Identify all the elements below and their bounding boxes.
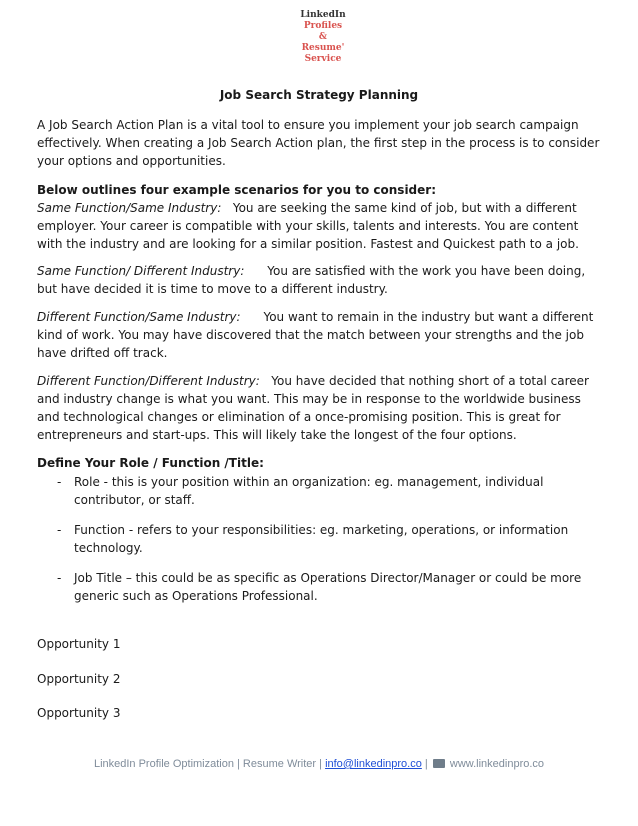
scenario-text: You are seeking the same kind of job, but with a different employer. Your career is compatible with your skills, talents and interests. You are content with the industry and are looking for a similar position. Fastest and Quickest path to a job. bbox=[37, 201, 579, 251]
scenario-paragraph bbox=[37, 308, 607, 362]
list-item bbox=[57, 521, 597, 557]
scenario-label: Different Function/Same Industry: bbox=[37, 310, 241, 324]
opportunity-line: Opportunity 2 bbox=[37, 672, 121, 686]
opportunity-line: Opportunity 3 bbox=[37, 706, 121, 720]
monitor-icon bbox=[433, 759, 445, 768]
page-title: Job Search Strategy Planning bbox=[219, 88, 419, 102]
logo-line: Profiles bbox=[303, 21, 343, 31]
scenario-paragraph bbox=[37, 262, 607, 298]
role-heading: Define Your Role / Function /Title: bbox=[37, 456, 264, 470]
logo-line: LinkedIn bbox=[300, 10, 346, 20]
website-link[interactable]: www.linkedinpro.co bbox=[449, 758, 545, 770]
list-item bbox=[57, 569, 597, 605]
footer-text: LinkedIn Profile Optimization | Resume Writer | bbox=[93, 758, 322, 770]
email-link[interactable]: info@linkedinpro.co bbox=[325, 758, 422, 770]
scenario-paragraph bbox=[37, 199, 607, 253]
bullet-dash: - bbox=[57, 475, 62, 489]
scenario-label: Same Function/Same Industry: bbox=[37, 201, 222, 215]
page-footer bbox=[0, 758, 638, 770]
scenarios-heading: Below outlines four example scenarios for you to consider: bbox=[37, 183, 436, 197]
footer-separator: | bbox=[424, 758, 428, 770]
scenario-text: You have decided that nothing short of a total career and industry change is what you want. This may be in response to the worldwide business and technological changes or elimination of a once-promising position. This is great for entrepreneurs and start-ups. This will likely take the longest of the four options. bbox=[37, 374, 589, 442]
intro-paragraph: A Job Search Action Plan is a vital tool to ensure you implement your job search campaign effectively. When creating a Job Search Action plan, the first step in the process is to consider your options and opportunities. bbox=[37, 118, 600, 168]
bullet-dash: - bbox=[57, 523, 62, 537]
list-item-text: Job Title – this could be as specific as Operations Director/Manager or could be more generic such as Operations Professional. bbox=[74, 571, 582, 603]
bullet-dash: - bbox=[57, 571, 62, 585]
scenario-paragraph bbox=[37, 372, 607, 444]
list-item-text: Role - this is your position within an organization: eg. management, individual contributor, or staff. bbox=[74, 475, 544, 507]
list-item bbox=[57, 473, 597, 509]
list-item-text: Function - refers to your responsibilities: eg. marketing, operations, or information technology. bbox=[74, 523, 569, 555]
scenario-text: You want to remain in the industry but want a different kind of work. You may have discovered that the match between your strengths and the job have drifted off track. bbox=[37, 310, 594, 360]
logo-line: & bbox=[318, 32, 328, 42]
scenario-label: Different Function/Different Industry: bbox=[37, 374, 260, 388]
scenario-label: Same Function/ Different Industry: bbox=[37, 264, 245, 278]
logo-line: Resume' bbox=[301, 43, 345, 53]
logo-line: Service bbox=[304, 54, 342, 64]
scenario-text: You are satisfied with the work you have been doing, but have decided it is time to move to a different industry. bbox=[37, 264, 586, 296]
company-logo bbox=[295, 10, 351, 65]
scenarios-block bbox=[37, 181, 607, 253]
opportunity-line: Opportunity 1 bbox=[37, 637, 121, 651]
